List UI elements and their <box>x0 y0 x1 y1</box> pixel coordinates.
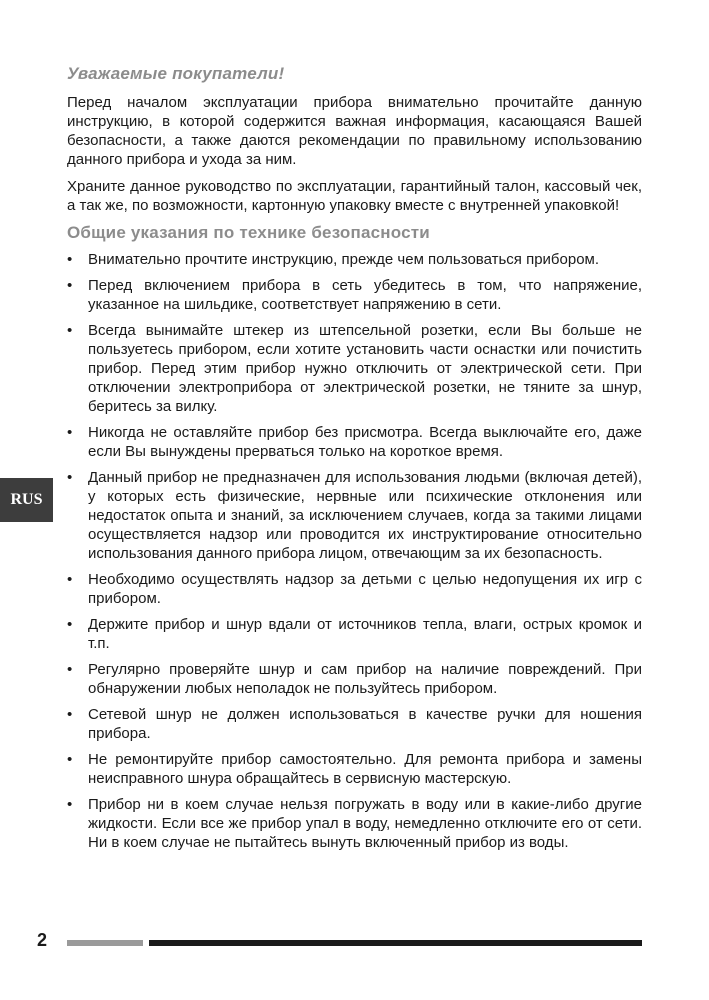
safety-item-text: Никогда не оставляйте прибор без присмотра. Всегда выключайте его, даже если Вы вынуждены прерваться только на короткое время. <box>88 424 642 460</box>
bullet-icon: • <box>67 706 73 723</box>
safety-list-item <box>67 250 642 269</box>
safety-item-text: Держите прибор и шнур вдали от источников тепла, влаги, острых кромок и т.п. <box>88 616 642 652</box>
safety-item-text: Сетевой шнур не должен использоваться в качестве ручки для ношения прибора. <box>88 706 642 742</box>
bullet-icon: • <box>67 322 73 339</box>
safety-list-item <box>67 705 642 743</box>
manual-page-content <box>67 64 642 859</box>
bullet-icon: • <box>67 469 73 486</box>
safety-list-item <box>67 750 642 788</box>
safety-item-text: Всегда вынимайте штекер из штепсельной розетки, если Вы больше не пользуетесь прибором, если хотите установить части оснастки или почистить прибор. Перед этим прибор нужно отключить от электрической сети. При отключении электроприбора от электрической розетки, не тяните за шнур, беритесь за вилку. <box>88 322 642 415</box>
safety-item-text: Прибор ни в коем случае нельзя погружать в воду или в какие-либо другие жидкости. Если все же прибор упал в воду, немедленно отключите его от сети. Ни в коем случае не пытайтесь вынуть включенный прибор из воды. <box>88 796 642 851</box>
safety-list <box>67 250 642 852</box>
bullet-icon: • <box>67 616 73 633</box>
language-tab: RUS <box>0 478 53 522</box>
intro-paragraph: Перед началом эксплуатации прибора внимательно прочитайте данную инструкцию, в которой содержится важная информация, касающаяся Вашей безопасности, а также даются рекомендации по правильному использованию данного прибора и ухода за ним. <box>67 94 642 168</box>
safety-item-text: Необходимо осуществлять надзор за детьми с целью недопущения их игр с прибором. <box>88 571 642 607</box>
bullet-icon: • <box>67 751 73 768</box>
bullet-icon: • <box>67 277 73 294</box>
safety-item-text: Регулярно проверяйте шнур и сам прибор на наличие повреждений. При обнаружении любых неполадок не пользуйтесь прибором. <box>88 661 642 697</box>
section-title: Общие указания по технике безопасности <box>67 223 430 242</box>
bullet-icon: • <box>67 424 73 441</box>
safety-list-item <box>67 615 642 653</box>
safety-list-item <box>67 570 642 608</box>
bullet-icon: • <box>67 661 73 678</box>
bullet-icon: • <box>67 571 73 588</box>
safety-item-text: Не ремонтируйте прибор самостоятельно. Для ремонта прибора и замены неисправного шнура обращайтесь в сервисную мастерскую. <box>88 751 642 787</box>
bullet-icon: • <box>67 251 73 268</box>
safety-item-text: Данный прибор не предназначен для использования людьми (включая детей), у которых есть физические, нервные или психические отклонения или недостаток опыта и знаний, за исключением случаев, когда за такими лицами осуществляется надзор или проводится их инструктирование относительно использования данного прибора лицом, отвечающим за их безопасность. <box>88 469 642 562</box>
greeting-heading: Уважаемые покупатели! <box>67 64 285 83</box>
page-number: 2 <box>37 930 48 950</box>
footer-rule-gray <box>67 940 143 946</box>
safety-item-text: Внимательно прочтите инструкцию, прежде чем пользоваться прибором. <box>88 251 600 268</box>
safety-list-item <box>67 468 642 563</box>
safety-list-item <box>67 276 642 314</box>
safety-list-item <box>67 660 642 698</box>
footer-rule-black <box>149 940 642 946</box>
safety-item-text: Перед включением прибора в сеть убедитесь в том, что напряжение, указанное на шильдике, соответствует напряжению в сети. <box>88 277 642 313</box>
bullet-icon: • <box>67 796 73 813</box>
safety-list-item <box>67 795 642 852</box>
intro-paragraph: Храните данное руководство по эксплуатации, гарантийный талон, кассовый чек, а так же, по возможности, картонную упаковку вместе с внутренней упаковкой! <box>67 178 642 214</box>
safety-list-item <box>67 423 642 461</box>
safety-list-item <box>67 321 642 416</box>
